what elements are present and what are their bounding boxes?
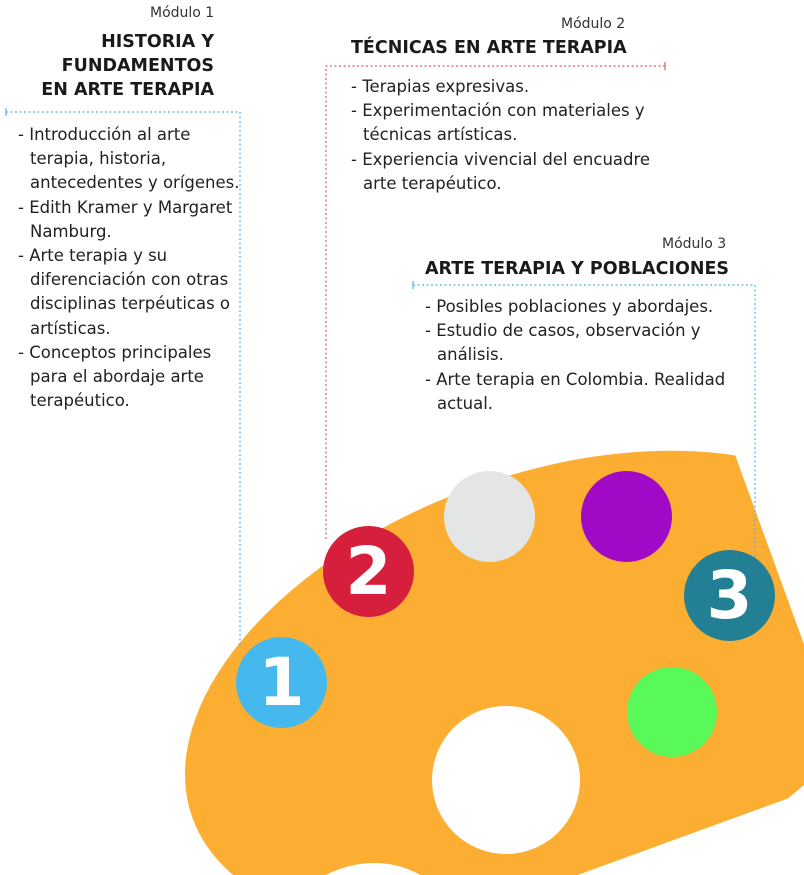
module1-title-line: EN ARTE TERAPIA — [41, 80, 214, 100]
module2-title-line: TÉCNICAS EN ARTE TERAPIA — [351, 38, 627, 58]
paint-dot-purple — [581, 471, 672, 562]
module3-topic: - Estudio de casos, observación y análisis. — [425, 319, 745, 367]
module1-topics — [18, 123, 248, 413]
module2-label: Módulo 2 — [561, 16, 626, 32]
module3-title — [425, 257, 729, 281]
module2-topics — [351, 75, 661, 196]
module3-label: Módulo 3 — [662, 236, 727, 252]
module2-topic: - Experiencia vivencial del encuadre arte terapéutico. — [351, 148, 661, 196]
module1-title-line: FUNDAMENTOS — [61, 56, 214, 76]
paint-dot-light-gray — [444, 471, 535, 562]
module2-title — [351, 36, 627, 60]
module3-title-line: ARTE TERAPIA Y POBLACIONES — [425, 259, 730, 279]
module1-topic: - Edith Kramer y Margaret Namburg. — [18, 196, 248, 244]
module2-number-badge: 2 — [323, 526, 414, 617]
module1-topic: - Conceptos principales para el abordaje arte terapéutico. — [18, 341, 248, 414]
module3-topic: - Arte terapia en Colombia. Realidad actual. — [425, 368, 745, 416]
module1-topic: - Arte terapia y su diferenciación con otras disciplinas terpéuticas o artísticas. — [18, 244, 248, 341]
module2-topic: - Terapias expresivas. — [351, 75, 661, 99]
module1-title — [20, 30, 214, 102]
module1-topic: - Introducción al arte terapia, historia, antecedentes y orígenes. — [18, 123, 248, 196]
paint-dot-green — [627, 667, 717, 757]
module3-topics — [425, 295, 745, 416]
module3-number-badge: 3 — [684, 550, 775, 641]
module3-topic: - Posibles poblaciones y abordajes. — [425, 295, 745, 319]
paint-dot-white — [432, 706, 580, 854]
module2-topic: - Experimentación con materiales y técnicas artísticas. — [351, 99, 661, 147]
module1-number-badge: 1 — [236, 637, 327, 728]
module1-label: Módulo 1 — [150, 5, 215, 21]
module1-title-line: HISTORIA Y — [101, 32, 214, 52]
